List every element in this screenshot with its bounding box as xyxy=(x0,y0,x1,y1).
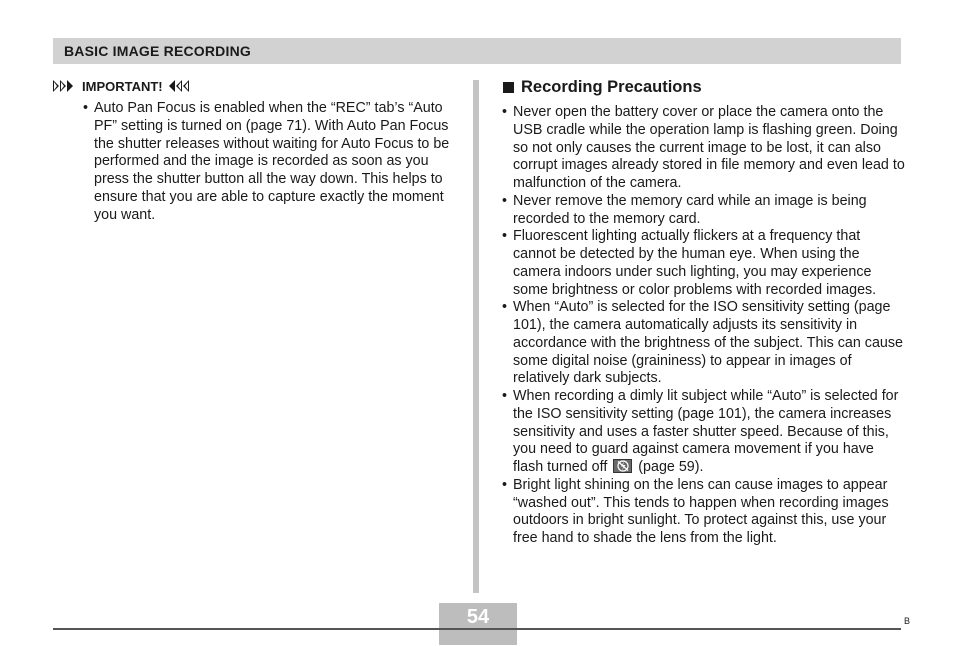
section-header-bar xyxy=(53,38,901,64)
list-item-text: When recording a dimly lit subject while “Auto” is selected for the ISO sensitivity setting (page 101), the camera increases sensitivity and uses a faster shutter speed. Because of this, you need to guard against camera movement if you have flash turned off xyxy=(513,388,899,475)
important-heading xyxy=(53,77,191,95)
list-item: • Auto Pan Focus is enabled when the “REC” tab’s “Auto PF” setting is turned on (page 71). With Auto Pan Focus the shutter releases without waiting for Auto Focus to be performed and the image is recorded as soon as you press the shutter button all the way down. This helps to ensure that you are able to capture exactly the moment you want. xyxy=(83,100,455,225)
precautions-bullet-list xyxy=(502,104,906,548)
important-label: IMPORTANT! xyxy=(82,78,163,94)
list-item: • Never remove the memory card while an image is being recorded to the memory card. xyxy=(502,193,906,229)
square-bullet-icon xyxy=(503,82,514,93)
list-item-text: (page 59). xyxy=(634,459,704,475)
column-divider xyxy=(473,80,479,593)
arrows-right-icon xyxy=(53,80,75,92)
section-title xyxy=(503,78,702,97)
list-item: • Fluorescent lighting actually flickers at a frequency that cannot be detected by the human eye. When using the camera indoors under such lighting, you may experience some brightness or color problems with recorded images. xyxy=(502,228,906,299)
corner-letter: B xyxy=(904,616,911,626)
list-item: • When “Auto” is selected for the ISO sensitivity setting (page 101), the camera automatically adjusts its sensitivity in accordance with the brightness of the subject. This can cause some digital noise (graininess) to appear in images of relatively dark subjects. xyxy=(502,299,906,388)
list-item: • Bright light shining on the lens can cause images to appear “washed out”. This tends to happen when recording images outdoors in bright sunlight. To protect against this, use your free hand to shade the lens from the light. xyxy=(502,477,906,548)
section-header-title: BASIC IMAGE RECORDING xyxy=(64,43,251,59)
list-item xyxy=(502,388,906,477)
arrows-left-icon xyxy=(169,80,191,92)
important-bullet-list xyxy=(83,100,455,225)
page-number-strip xyxy=(439,630,517,645)
page-number: 54 xyxy=(466,606,490,628)
section-title-text: Recording Precautions xyxy=(521,78,702,96)
flash-off-icon xyxy=(613,459,632,473)
list-item: • Never open the battery cover or place the camera onto the USB cradle while the operation lamp is flashing green. Doing so not only causes the current image to be lost, it can also corrupt images already stored in file memory and even lead to malfunction of the camera. xyxy=(502,104,906,193)
